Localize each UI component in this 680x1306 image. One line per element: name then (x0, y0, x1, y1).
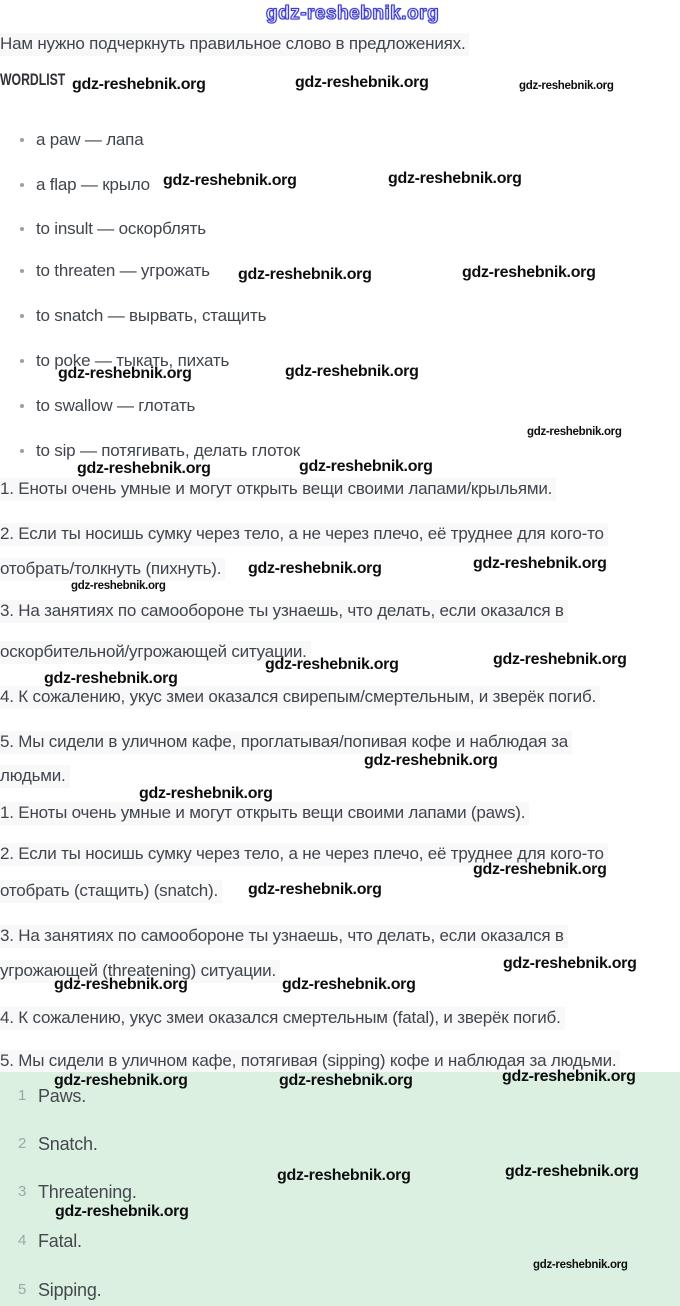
site-logo-watermark: gdz-reshebnik.org (266, 3, 440, 24)
watermark: gdz-reshebnik.org (44, 670, 178, 687)
watermark: gdz-reshebnik.org (295, 74, 429, 91)
watermark: gdz-reshebnik.org (502, 1068, 636, 1085)
task-sentence-line: 4. К сожалению, укус змеи оказался свирепым/смертельным, и зверёк погиб. (0, 686, 600, 709)
bullet-icon (20, 269, 24, 273)
watermark: gdz-reshebnik.org (473, 861, 607, 878)
answer-number: 2 (18, 1135, 27, 1152)
wordlist-item-text: a paw — лапа (36, 130, 144, 149)
wordlist-item-text: a flap — крыло (36, 175, 150, 194)
wordlist-item-text: to threaten — угрожать (36, 261, 210, 280)
watermark: gdz-reshebnik.org (265, 656, 399, 673)
watermark: gdz-reshebnik.org (139, 785, 273, 802)
watermark: gdz-reshebnik.org (503, 955, 637, 972)
wordlist-item-text: to insult — оскорблять (36, 219, 206, 238)
answer-label: Sipping. (38, 1280, 102, 1300)
watermark: gdz-reshebnik.org (462, 264, 596, 281)
bullet-icon (20, 314, 24, 318)
answer-label: Paws. (38, 1086, 87, 1106)
task-sentence-line: 1. Еноты очень умные и могут открыть вещи своими лапами/крыльями. (0, 478, 556, 501)
watermark: gdz-reshebnik.org (248, 560, 382, 577)
watermark: gdz-reshebnik.org (279, 1072, 413, 1089)
answer-number: 5 (18, 1281, 27, 1298)
watermark: gdz-reshebnik.org (163, 172, 297, 189)
watermark: gdz-reshebnik.org (299, 458, 433, 475)
task-sentence-line: 5. Мы сидели в уличном кафе, проглатывая/попивая кофе и наблюдая за (0, 731, 572, 754)
answer-sentence-line: 5. Мы сидели в уличном кафе, потягивая (sipping) кофе и наблюдая за людьми. (0, 1050, 620, 1073)
watermark: gdz-reshebnik.org (54, 976, 188, 993)
watermark: gdz-reshebnik.org (519, 80, 614, 92)
wordlist-item (36, 396, 195, 416)
answer-sentence-line: 1. Еноты очень умные и могут открыть вещи своими лапами (paws). (0, 802, 529, 825)
watermark: gdz-reshebnik.org (493, 651, 627, 668)
answer-sentence-line: 4. К сожалению, укус змеи оказался смертельным (fatal), и зверёк погиб. (0, 1007, 565, 1030)
wordlist-item (36, 130, 143, 150)
watermark: gdz-reshebnik.org (238, 266, 372, 283)
bullet-icon (20, 404, 24, 408)
answer-number: 1 (18, 1087, 27, 1104)
watermark: gdz-reshebnik.org (77, 460, 211, 477)
task-sentence-line: людьми. (0, 765, 70, 788)
bullet-icon (20, 359, 24, 363)
wordlist-heading: WORDLIST (0, 70, 66, 89)
answer-sentence-line: 3. На занятиях по самообороне ты узнаешь, что делать, если оказался в (0, 925, 568, 948)
wordlist-item-text: to snatch — вырвать, стащить (36, 306, 267, 325)
answer-number: 4 (18, 1232, 27, 1249)
answer-label: Snatch. (38, 1134, 98, 1154)
watermark: gdz-reshebnik.org (285, 363, 419, 380)
answer-sentence-line: угрожающей (threatening) ситуации. (0, 960, 280, 983)
answer-number: 3 (18, 1183, 27, 1200)
watermark: gdz-reshebnik.org (277, 1167, 411, 1184)
watermark: gdz-reshebnik.org (527, 426, 622, 438)
wordlist-item-text: to sip — потягивать, делать глоток (36, 441, 300, 460)
wordlist-item (36, 175, 150, 195)
watermark: gdz-reshebnik.org (282, 976, 416, 993)
task-sentence-line: оскорбительной/угрожающей ситуации. (0, 641, 311, 664)
task-sentence-line: отобрать/толкнуть (пихнуть). (0, 558, 225, 581)
watermark: gdz-reshebnik.org (58, 365, 192, 382)
task-sentence-line: 3. На занятиях по самообороне ты узнаешь, что делать, если оказался в (0, 600, 568, 623)
watermark: gdz-reshebnik.org (248, 881, 382, 898)
wordlist-item-text: to swallow — глотать (36, 396, 196, 415)
watermark: gdz-reshebnik.org (55, 1203, 189, 1220)
watermark: gdz-reshebnik.org (533, 1259, 628, 1271)
answer-sentence-line: 2. Если ты носишь сумку через тело, а не через плечо, её труднее для кого-то (0, 843, 608, 866)
watermark: gdz-reshebnik.org (71, 580, 166, 592)
watermark: gdz-reshebnik.org (505, 1163, 639, 1180)
wordlist-item-text: to poke — тыкать, пихать (36, 351, 230, 370)
bullet-icon (20, 138, 24, 142)
watermark: gdz-reshebnik.org (473, 555, 607, 572)
watermark: gdz-reshebnik.org (388, 170, 522, 187)
watermark: gdz-reshebnik.org (72, 76, 206, 93)
watermark: gdz-reshebnik.org (364, 752, 498, 769)
bullet-icon (20, 227, 24, 231)
answer-sentence-line: отобрать (стащить) (snatch). (0, 880, 222, 903)
task-description: Нам нужно подчеркнуть правильное слово в предложениях. (0, 33, 469, 56)
bullet-icon (20, 449, 24, 453)
bullet-icon (20, 183, 24, 187)
wordlist-item (36, 261, 210, 281)
watermark: gdz-reshebnik.org (54, 1072, 188, 1089)
wordlist-item (36, 219, 206, 239)
wordlist-item (36, 441, 300, 461)
wordlist-item (36, 306, 266, 326)
answer-label: Threatening. (38, 1182, 137, 1202)
answer-label: Fatal. (38, 1231, 82, 1251)
task-sentence-line: 2. Если ты носишь сумку через тело, а не через плечо, её труднее для кого-то (0, 523, 608, 546)
